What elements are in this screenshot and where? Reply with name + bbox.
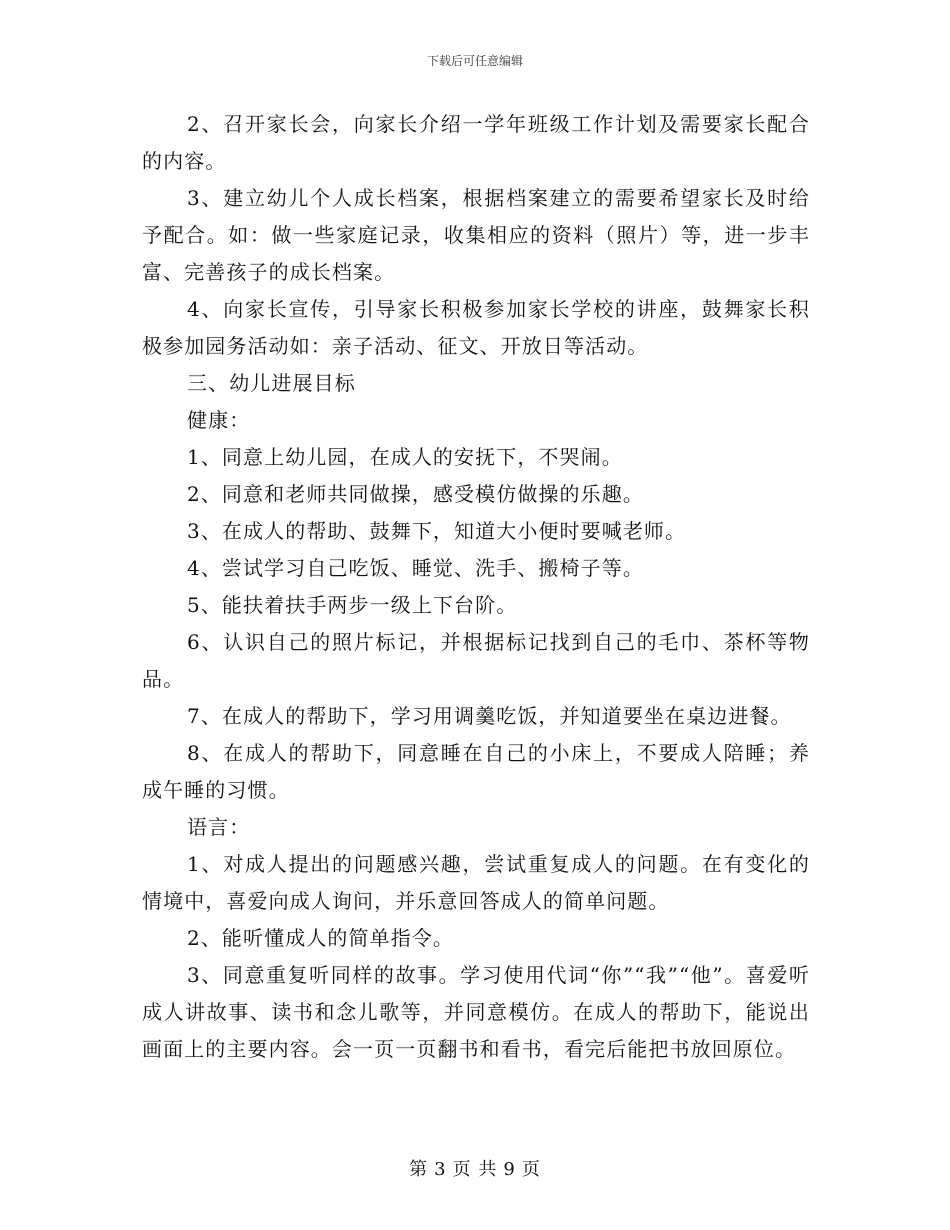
- list-item: 6、认识自己的照片标记，并根据标记找到自己的毛巾、茶杯等物品。: [142, 630, 810, 691]
- list-item: 8、在成人的帮助下，同意睡在自己的小床上，不要成人陪睡；养成午睡的习惯。: [142, 741, 810, 802]
- list-item: 2、同意和老师共同做操，感受模仿做操的乐趣。: [187, 482, 644, 506]
- page-header: 下载后可任意编辑: [426, 54, 523, 68]
- section-heading: 三、幼儿进展目标: [187, 371, 356, 395]
- paragraph-growth-archive: 3、建立幼儿个人成长档案，根据档案建立的需要希望家长及时给予配合。如：做一些家庭记录，收集相应的资料（照片）等，进一步丰富、完善孩子的成长档案。: [142, 186, 810, 284]
- paragraph-parent-school: 4、向家长宣传，引导家长积极参加家长学校的讲座，鼓舞家长积极参加园务活动如：亲子活动、征文、开放日等活动。: [142, 297, 810, 358]
- subsection-heading-health: 健康：: [187, 408, 251, 432]
- paragraph-parent-meeting: 2、召开家长会，向家长介绍一学年班级工作计划及需要家长配合的内容。: [142, 112, 810, 173]
- total-page-count: 9: [503, 1159, 516, 1180]
- footer-suffix: 页: [521, 1159, 541, 1180]
- document-body: [142, 106, 810, 1068]
- list-item: 4、尝试学习自己吃饭、睡觉、洗手、搬椅子等。: [187, 556, 644, 580]
- list-item: 1、对成人提出的问题感兴趣，尝试重复成人的问题。在有变化的情境中，喜爱向成人询问，并乐意回答成人的简单问题。: [142, 852, 810, 913]
- footer-middle: 页 共: [452, 1159, 498, 1180]
- current-page-number: 3: [434, 1159, 447, 1180]
- list-item: 3、同意重复听同样的故事。学习使用代词“你”“我”“他”。喜爱听成人讲故事、读书和念儿歌等，并同意模仿。在成人的帮助下，能说出画面上的主要内容。会一页一页翻书和看书，看完后能把书放回原位。: [142, 963, 810, 1061]
- subsection-heading-language: 语言：: [187, 815, 251, 839]
- page-footer: [0, 1155, 950, 1181]
- list-item: 2、能听懂成人的简单指令。: [187, 926, 455, 950]
- list-item: 1、同意上幼儿园，在成人的安抚下，不哭闹。: [187, 445, 623, 469]
- list-item: 3、在成人的帮助、鼓舞下，知道大小便时要喊老师。: [187, 519, 687, 543]
- footer-prefix: 第: [409, 1159, 429, 1180]
- list-item: 5、能扶着扶手两步一级上下台阶。: [187, 593, 518, 617]
- list-item: 7、在成人的帮助下，学习用调羹吃饭，并知道要坐在桌边进餐。: [187, 704, 792, 728]
